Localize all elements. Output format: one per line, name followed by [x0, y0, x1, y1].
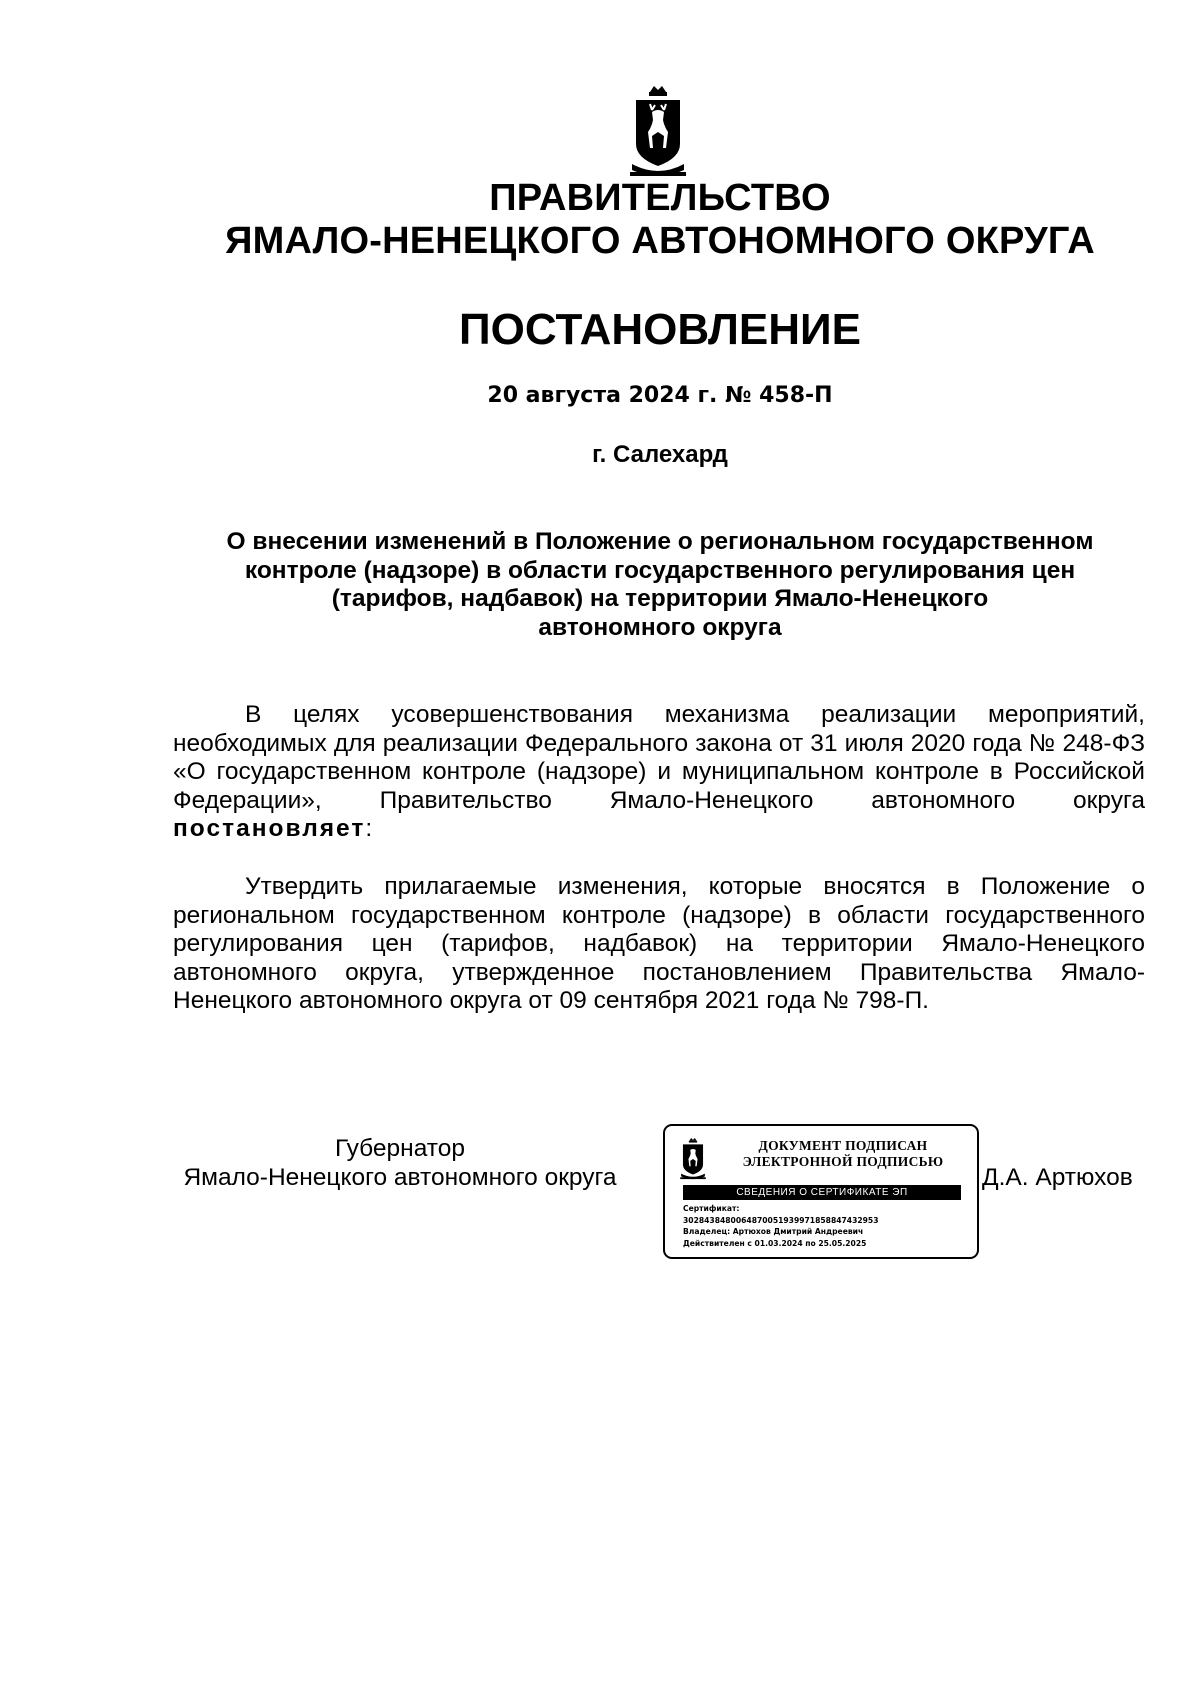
body-paragraph-1 [173, 701, 1145, 844]
document-type: ПОСТАНОВЛЕНИЕ [458, 305, 862, 354]
yamal-coat-of-arms-icon [680, 1138, 706, 1180]
stamp-cert-value: 3028438480064870051939971858847432953 [683, 1215, 879, 1225]
subject-line: контроле (надзоре) в области государственного регулирования цен [244, 556, 1076, 584]
stamp-cert-label: Сертификат: [683, 1204, 740, 1213]
stamp-heading-line1: ДОКУМЕНТ ПОДПИСАН [758, 1138, 928, 1153]
signer-title [150, 1134, 650, 1192]
document-subject [180, 528, 1140, 642]
subject-line: автономного округа [538, 613, 782, 641]
stamp-heading-line2: ЭЛЕКТРОННОЙ ПОДПИСЬЮ [742, 1154, 944, 1169]
e-signature-stamp [663, 1124, 979, 1259]
paragraph-end: : [365, 815, 373, 842]
stamp-certificate-details [683, 1203, 973, 1249]
stamp-certificate-bar: СВЕДЕНИЯ О СЕРТИФИКАТЕ ЭП [683, 1185, 961, 1200]
document-date-number: 20 августа 2024 г. № 458-П [487, 383, 833, 408]
signer-title-line1: Губернатор [335, 1135, 465, 1162]
subject-line: О внесении изменений в Положение о региональном государственном [226, 528, 1094, 555]
signer-title-line2: Ямало-Ненецкого автономного округа [183, 1164, 617, 1191]
yamal-coat-of-arms-icon [630, 86, 686, 178]
government-title-line2: ЯМАЛО-НЕНЕЦКОГО АВТОНОМНОГО ОКРУГА [225, 220, 1095, 262]
stamp-owner: Владелец: Артюхов Дмитрий Андреевич [683, 1227, 864, 1236]
stamp-validity: Действителен с 01.03.2024 по 25.05.2025 [683, 1238, 867, 1248]
signer-name: Д.А. Артюхов [982, 1164, 1133, 1191]
government-title-line1: ПРАВИТЕЛЬСТВО [489, 177, 831, 219]
document-city: г. Салехард [592, 441, 728, 468]
paragraph-text: В целях усовершенствования механизма реализации мероприятий, необходимых для реализации Федерального закона от 31 июля 2020 года № 248-ФЗ «О государственном контроле (надзоре) и муниципальном контроле в Российской Федерации», Правительство Ямало-Ненецкого автономного округа [173, 701, 1145, 814]
subject-line: (тарифов, надбавок) на территории Ямало-Ненецкого [331, 585, 989, 612]
body-paragraph-2: Утвердить прилагаемые изменения, которые вносятся в Положение о региональном государственном контроле (надзоре) в области государственного регулирования цен (тарифов, надбавок) на территории Ямало-Ненецкого автономного округа, утвержденное постановлением Правительства Ямало-Ненецкого автономного округа от 09 сентября 2021 года № 798-П. [173, 873, 1145, 1014]
stamp-heading [723, 1138, 963, 1170]
resolution-keyword: постановляет [173, 815, 366, 842]
